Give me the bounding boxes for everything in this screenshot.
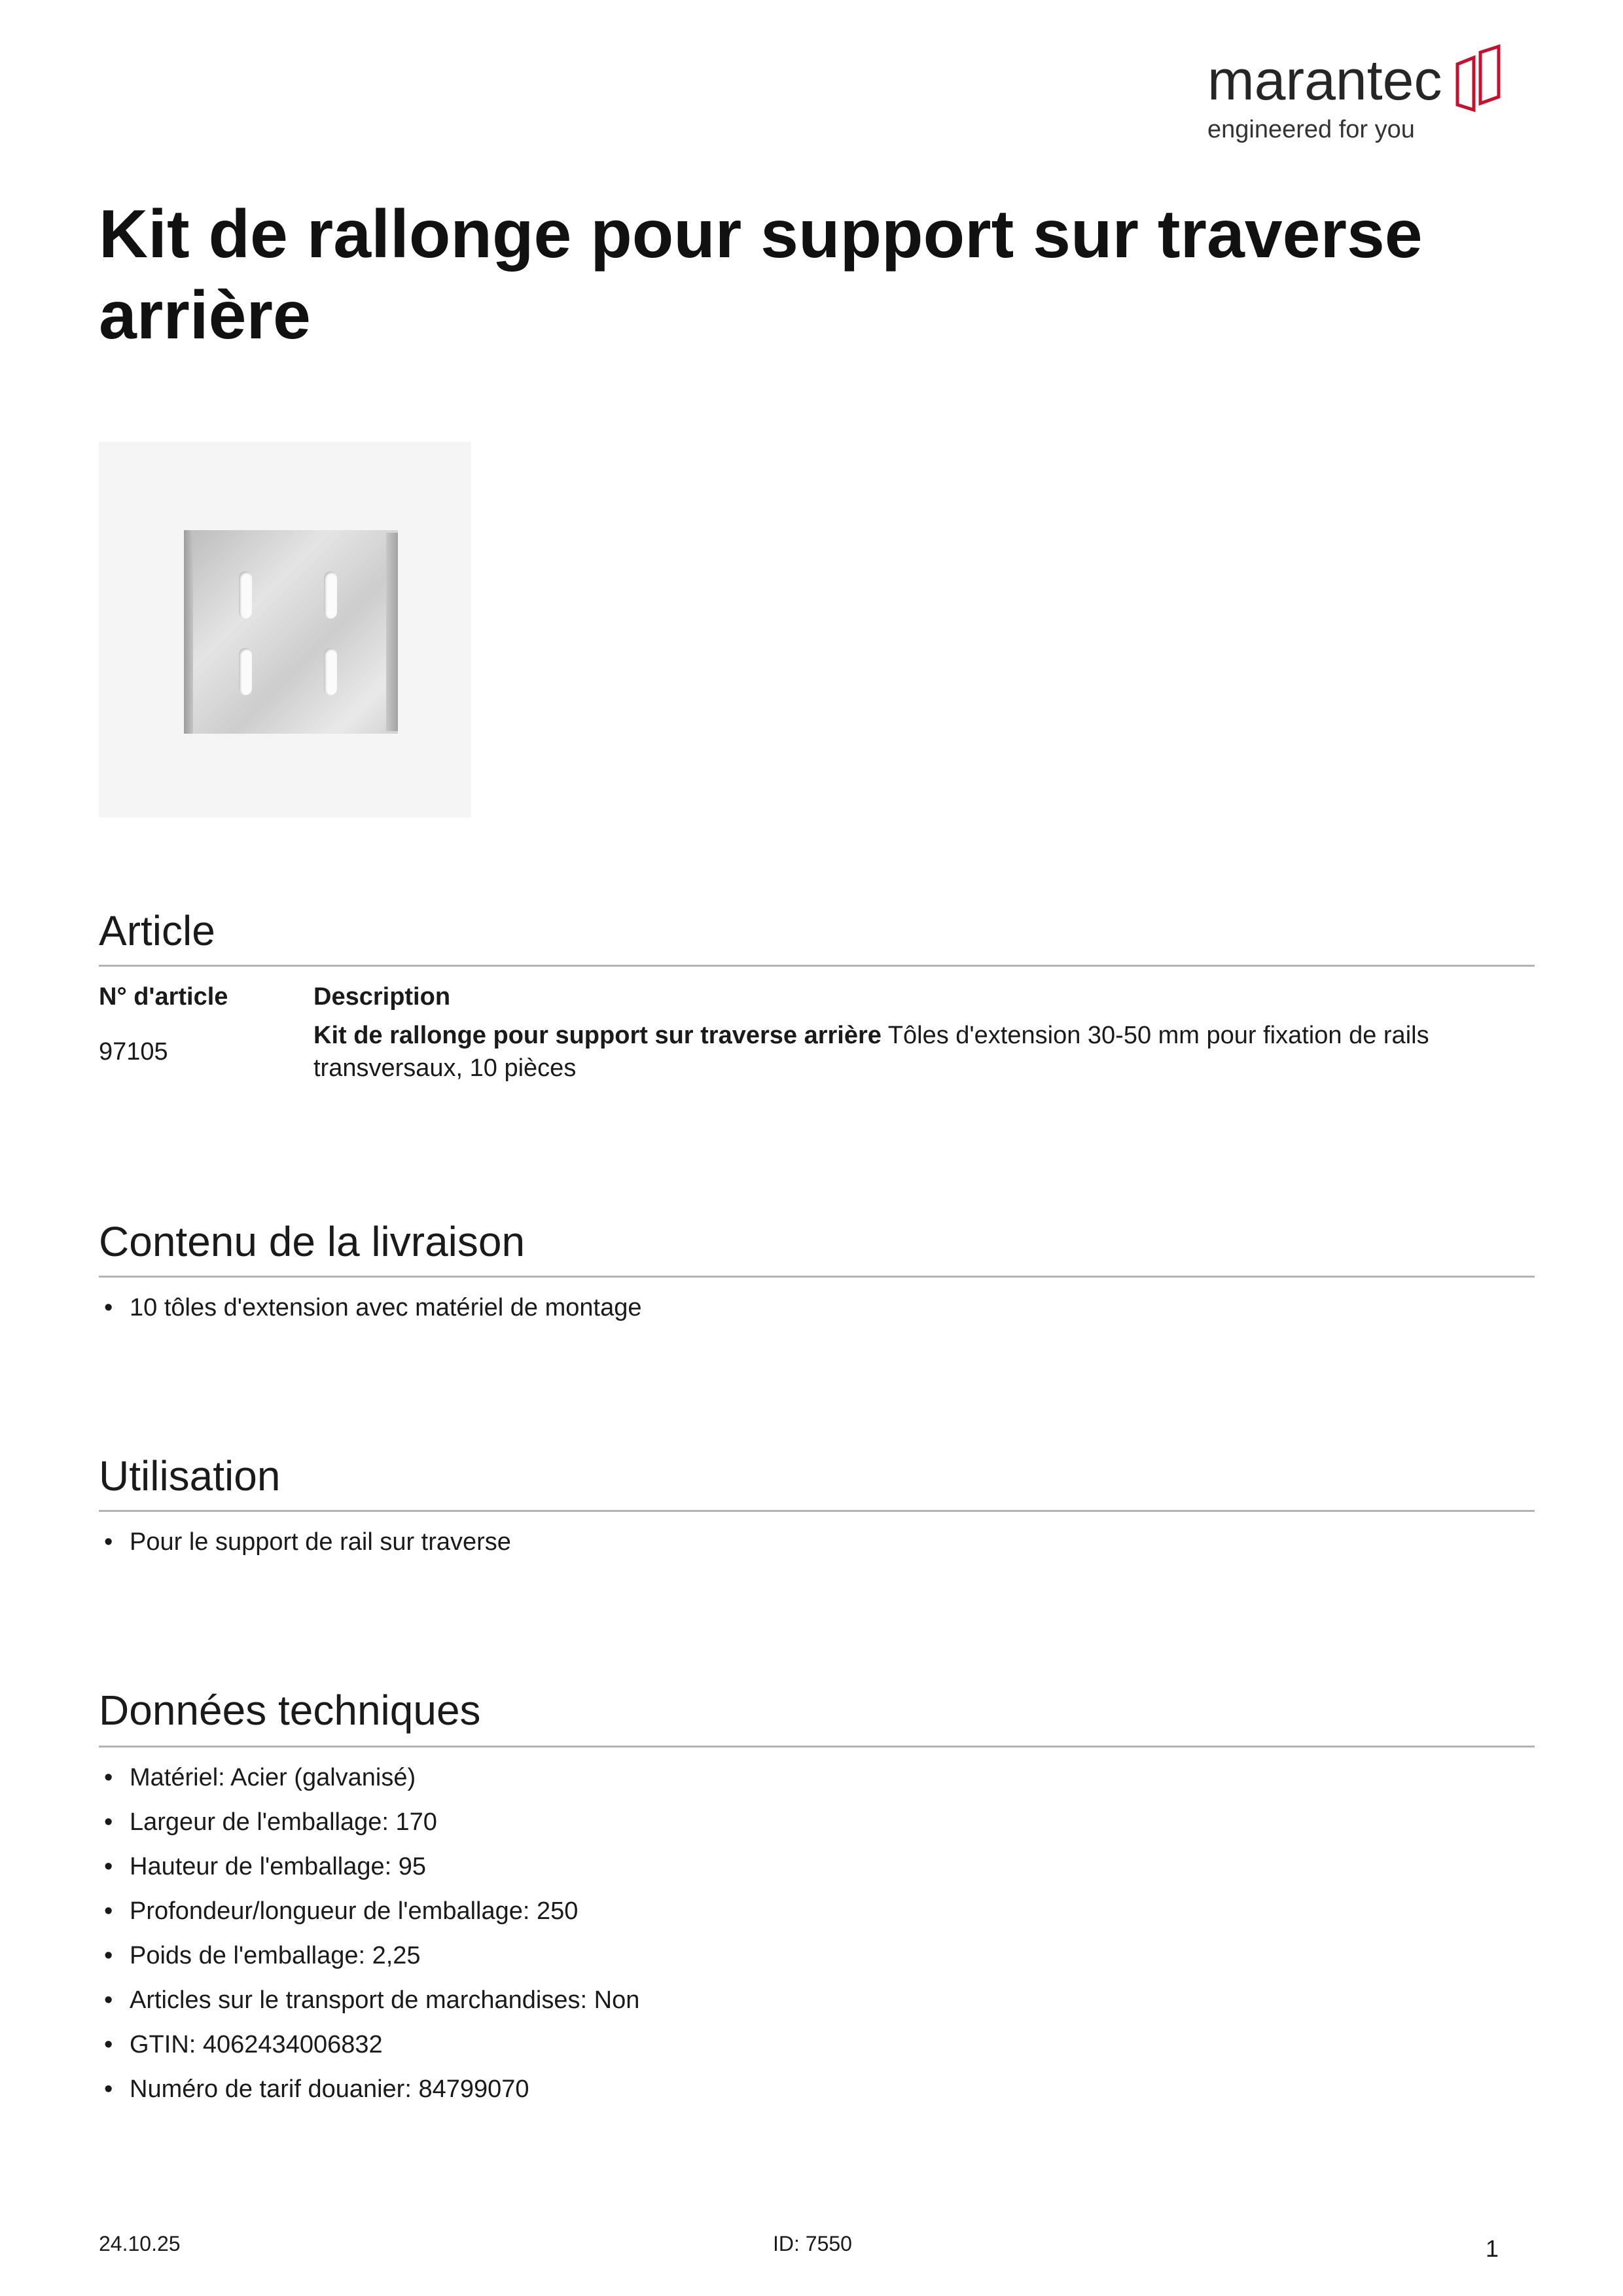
usage-list	[99, 1520, 1535, 1564]
page-title: Kit de rallonge pour support sur traverse arrière	[99, 196, 1423, 353]
plate-slot	[239, 648, 252, 695]
article-description	[313, 1019, 1535, 1085]
article-number-column-header: N° d'article	[99, 983, 228, 1011]
footer-page-number: 1	[1486, 2235, 1499, 2262]
technical-divider	[99, 1746, 1535, 1748]
list-item: • Largeur de l'emballage: 170	[99, 1800, 1535, 1844]
plate-slot	[239, 571, 252, 619]
list-item: • Articles sur le transport de marchandises: Non	[99, 1978, 1535, 2022]
delivery-heading: Contenu de la livraison	[99, 1218, 526, 1265]
usage-heading: Utilisation	[99, 1452, 281, 1499]
list-item: • Poids de l'emballage: 2,25	[99, 1933, 1535, 1978]
footer-document-id: ID: 7550	[773, 2232, 852, 2255]
delivery-divider	[99, 1276, 1535, 1278]
extension-plate	[184, 530, 398, 734]
footer-date: 24.10.25	[99, 2232, 181, 2255]
plate-slot	[324, 648, 337, 695]
plate-fold-left	[184, 530, 193, 734]
technical-heading: Données techniques	[99, 1687, 481, 1734]
list-item: • Hauteur de l'emballage: 95	[99, 1844, 1535, 1889]
article-number: 97105	[99, 1038, 168, 1066]
list-item: • Matériel: Acier (galvanisé)	[99, 1755, 1535, 1800]
article-description-text: Tôles d'extension 30-50 mm pour fixation de rails transversaux, 10 pièces	[313, 1022, 1429, 1082]
brand-tagline: engineered for you	[1207, 116, 1415, 143]
brand-name: marantec	[1207, 49, 1442, 112]
list-item: • GTIN: 4062434006832	[99, 2022, 1535, 2067]
list-item: • Pour le support de rail sur traverse	[99, 1520, 1535, 1564]
list-item: • 10 tôles d'extension avec matériel de montage	[99, 1285, 1535, 1330]
article-divider	[99, 965, 1535, 967]
door-panels-logo-icon	[1455, 45, 1502, 113]
list-item: • Profondeur/longueur de l'emballage: 250	[99, 1889, 1535, 1933]
plate-fold-right	[386, 533, 398, 731]
product-image	[99, 442, 471, 817]
list-item: • Numéro de tarif douanier: 84799070	[99, 2067, 1535, 2111]
description-column-header: Description	[313, 983, 451, 1011]
usage-divider	[99, 1510, 1535, 1512]
technical-list	[99, 1755, 1535, 2111]
plate-slot	[324, 571, 337, 619]
delivery-list	[99, 1285, 1535, 1330]
article-heading: Article	[99, 907, 215, 954]
article-description-name: Kit de rallonge pour support sur traverse arrière	[313, 1022, 882, 1049]
